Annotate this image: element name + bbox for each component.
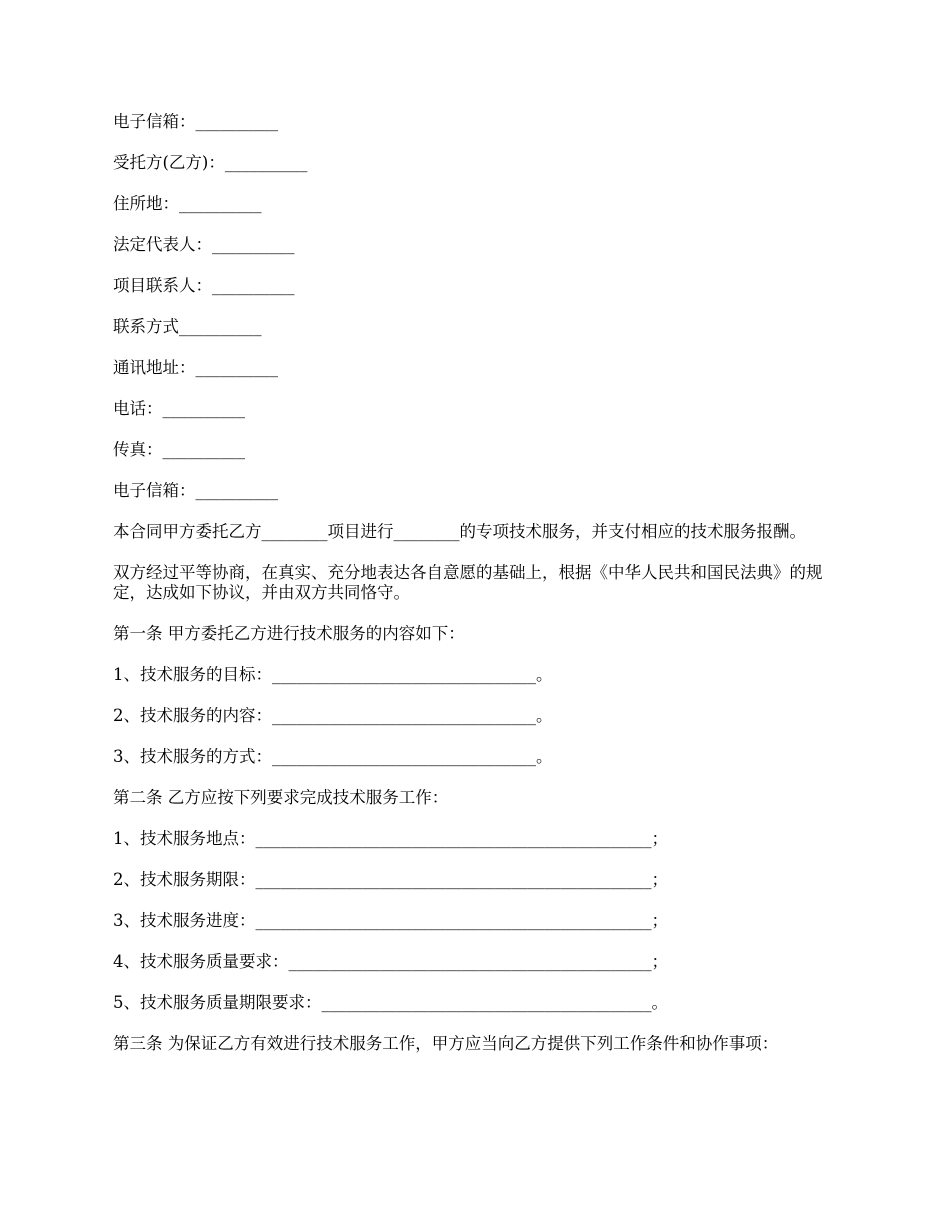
article-2-item-4: 4、技术服务质量要求：____________________________________________；	[113, 952, 668, 971]
document-page	[113, 112, 843, 1075]
party-a-email-line: 电子信箱：__________	[113, 112, 278, 131]
party-b-contact-method-line: 联系方式__________	[113, 317, 262, 336]
article-1-item-2: 2、技术服务的内容：________________________________。	[113, 706, 553, 725]
article-1-item-1: 1、技术服务的目标：________________________________。	[113, 665, 553, 684]
article-3-heading: 第三条 为保证乙方有效进行技术服务工作，甲方应当向乙方提供下列工作条件和协作事项：	[113, 1034, 779, 1053]
article-2-item-3: 3、技术服务进度：________________________________________________；	[113, 911, 668, 930]
article-2-item-2: 2、技术服务期限：________________________________________________；	[113, 870, 668, 889]
party-b-phone-line: 电话：__________	[113, 399, 245, 418]
party-b-email-line: 电子信箱：__________	[113, 481, 278, 500]
agreement-basis-paragraph: 双方经过平等协商，在真实、充分地表达各自意愿的基础上，根据《中华人民共和国民法典》的规定，达成如下协议，并由双方共同恪守。	[113, 563, 823, 602]
party-b-project-contact-line: 项目联系人：__________	[113, 276, 295, 295]
party-b-mailing-address-line: 通讯地址：__________	[113, 358, 278, 377]
article-1-item-3: 3、技术服务的方式：________________________________。	[113, 747, 553, 766]
party-b-heading-line: 受托方(乙方)：__________	[113, 153, 308, 172]
party-b-fax-line: 传真：__________	[113, 440, 245, 459]
contract-purpose-paragraph: 本合同甲方委托乙方________项目进行________的专项技术服务，并支付相应的技术服务报酬。	[113, 522, 806, 541]
party-b-address-line: 住所地：__________	[113, 194, 262, 213]
article-2-heading: 第二条 乙方应按下列要求完成技术服务工作：	[113, 788, 449, 807]
article-1-heading: 第一条 甲方委托乙方进行技术服务的内容如下：	[113, 624, 465, 643]
party-b-legal-rep-line: 法定代表人：__________	[113, 235, 295, 254]
article-2-item-5: 5、技术服务质量期限要求：________________________________________。	[113, 993, 668, 1012]
article-2-item-1: 1、技术服务地点：________________________________________________；	[113, 829, 668, 848]
